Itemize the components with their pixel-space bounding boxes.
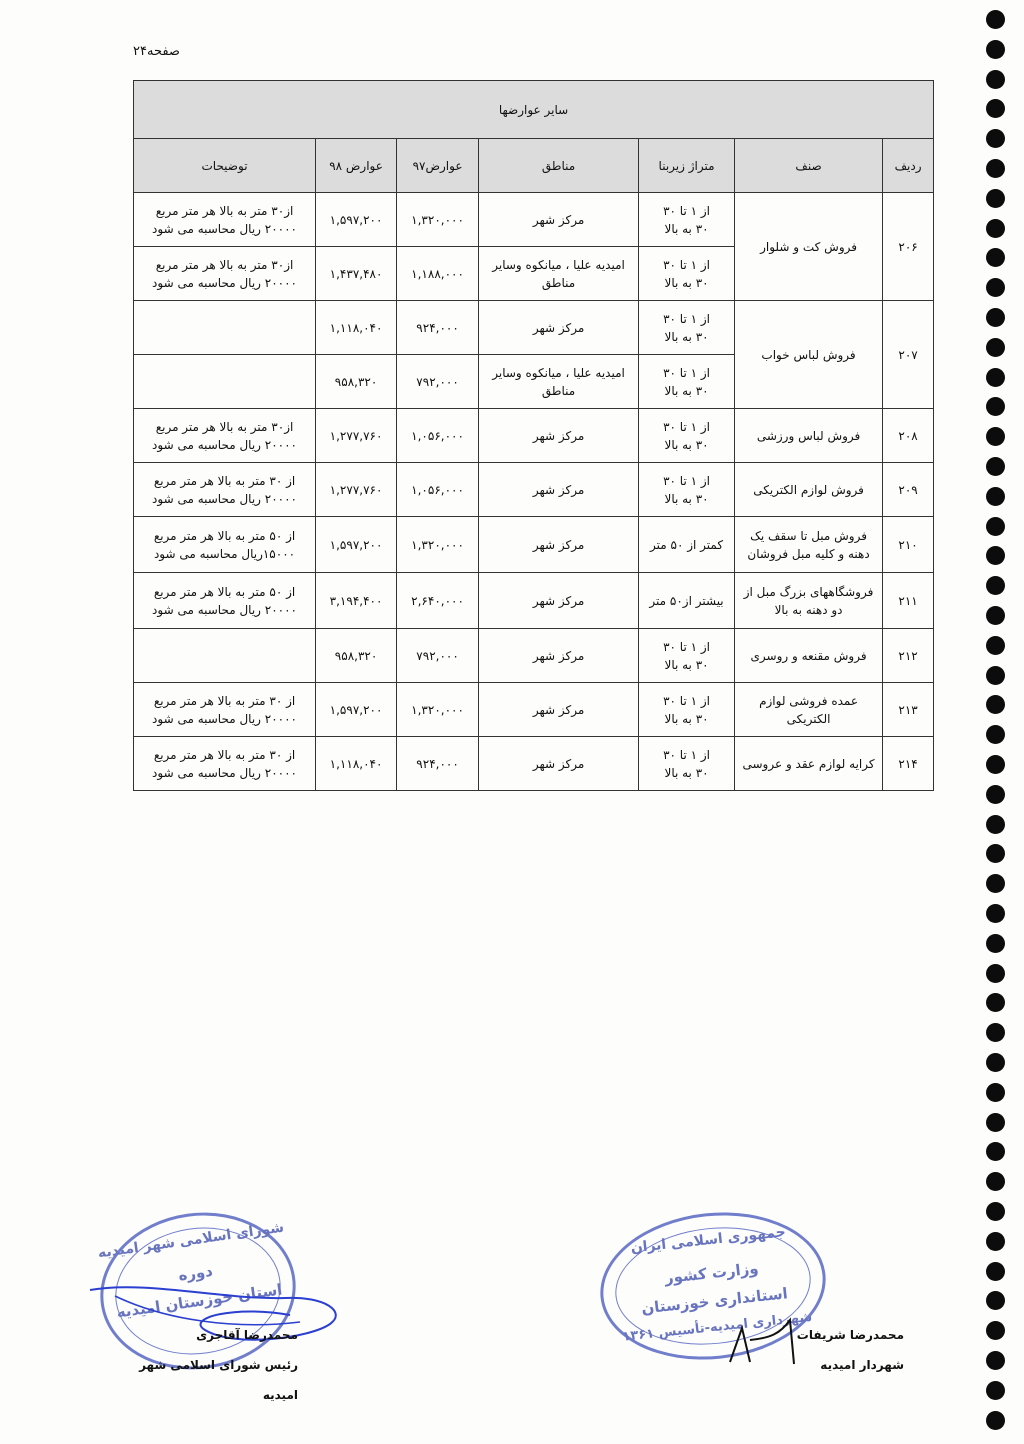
header-area: متراژ زیربنا	[639, 139, 735, 193]
region-cell: مرکز شهر	[479, 193, 639, 247]
area-range: از ۱ تا ۳۰	[663, 257, 710, 272]
area-cell	[639, 193, 735, 247]
binder-hole	[986, 338, 1005, 357]
category-cell: فروش لوازم الکتریکی	[735, 463, 883, 517]
fee97-cell: ۷۹۲,۰۰۰	[397, 355, 479, 409]
notes-cell: از ۳۰ متر به بالا هر متر مربع ۲۰۰۰۰ ریال محاسبه می شود	[134, 737, 316, 791]
council-head-name: محمدرضا آقاجری	[196, 1328, 298, 1342]
area-range: از ۱ تا ۳۰	[663, 311, 710, 326]
fee97-cell: ۱,۱۸۸,۰۰۰	[397, 247, 479, 301]
page-number: صفحه۲۴	[133, 44, 180, 59]
area-range: از ۱ تا ۳۰	[663, 203, 710, 218]
fees-table	[133, 80, 934, 791]
table-row	[134, 517, 934, 573]
region-cell: مرکز شهر	[479, 409, 639, 463]
row-number-cell: ۲۱۰	[883, 517, 934, 573]
fee98-cell: ۱,۲۷۷,۷۶۰	[316, 409, 397, 463]
binder-hole	[986, 844, 1005, 863]
area-range: ۳۰ به بالا	[664, 329, 709, 344]
category-cell: فروش کت و شلوار	[735, 193, 883, 301]
mayor-title: شهردار امیدیه	[820, 1358, 904, 1372]
stamp-text: استانداری خوزستان	[640, 1284, 789, 1318]
fee97-cell: ۱,۰۵۶,۰۰۰	[397, 409, 479, 463]
area-range: از ۱ تا ۳۰	[663, 747, 710, 762]
binder-hole	[986, 517, 1005, 536]
notes-cell: از ۳۰ متر به بالا هر متر مربع ۲۰۰۰۰ ریال محاسبه می شود	[134, 463, 316, 517]
area-range: ۳۰ به بالا	[664, 275, 709, 290]
binder-hole	[986, 1381, 1005, 1400]
binder-hole	[986, 368, 1005, 387]
area-range: از ۱ تا ۳۰	[663, 639, 710, 654]
table-row	[134, 683, 934, 737]
fee97-cell: ۹۲۴,۰۰۰	[397, 737, 479, 791]
category-cell: فروش مقنعه و روسری	[735, 629, 883, 683]
region-cell: مرکز شهر	[479, 737, 639, 791]
fee98-cell: ۱,۵۹۷,۲۰۰	[316, 517, 397, 573]
binder-hole	[986, 815, 1005, 834]
fee98-cell: ۱,۲۷۷,۷۶۰	[316, 463, 397, 517]
binder-hole	[986, 695, 1005, 714]
stamp-text: شورای اسلامی شهر امیدیه	[96, 1219, 285, 1262]
area-cell	[639, 517, 735, 573]
council-head-title: رئیس شورای اسلامی شهر امیدیه	[139, 1358, 298, 1402]
binder-hole	[986, 1291, 1005, 1310]
binder-hole	[986, 40, 1005, 59]
region-cell: مرکز شهر	[479, 573, 639, 629]
row-number-cell: ۲۱۱	[883, 573, 934, 629]
binder-hole	[986, 10, 1005, 29]
fee98-cell: ۹۵۸,۳۲۰	[316, 355, 397, 409]
area-cell	[639, 573, 735, 629]
header-region: مناطق	[479, 139, 639, 193]
area-cell	[639, 629, 735, 683]
binder-hole	[986, 576, 1005, 595]
stamp-text: استان خوزستان امیدیه	[115, 1280, 284, 1322]
fee98-cell: ۱,۱۱۸,۰۴۰	[316, 301, 397, 355]
mayor-name: محمدرضا شریفات	[796, 1328, 904, 1342]
area-cell	[639, 463, 735, 517]
area-cell	[639, 409, 735, 463]
table-row	[134, 737, 934, 791]
region-cell: مرکز شهر	[479, 517, 639, 573]
category-cell: کرایه لوازم عقد و عروسی	[735, 737, 883, 791]
area-cell	[639, 683, 735, 737]
stamp-text: وزارت کشور	[663, 1259, 760, 1287]
notes-cell: از۳۰ متر به بالا هر متر مربع ۲۰۰۰۰ ریال محاسبه می شود	[134, 409, 316, 463]
fee98-cell: ۱,۵۹۷,۲۰۰	[316, 193, 397, 247]
notes-cell	[134, 629, 316, 683]
area-range: از ۱ تا ۳۰	[663, 473, 710, 488]
category-cell: فروشگاههای بزرگ مبل از دو دهنه به بالا	[735, 573, 883, 629]
fee98-cell: ۱,۴۳۷,۴۸۰	[316, 247, 397, 301]
fee98-cell: ۱,۱۱۸,۰۴۰	[316, 737, 397, 791]
fee98-cell: ۱,۵۹۷,۲۰۰	[316, 683, 397, 737]
row-number-cell: ۲۰۷	[883, 301, 934, 409]
binder-hole	[986, 1142, 1005, 1161]
binder-hole	[986, 1411, 1005, 1430]
notes-cell: از۳۰ متر به بالا هر متر مربع ۲۰۰۰۰ ریال محاسبه می شود	[134, 247, 316, 301]
area-cell	[639, 355, 735, 409]
table-title: سایر عوارضها	[134, 81, 934, 139]
area-range: ۳۰ به بالا	[664, 437, 709, 452]
table-row	[134, 301, 934, 355]
area-range: کمتر از ۵۰ متر	[650, 537, 724, 552]
row-number-cell: ۲۰۹	[883, 463, 934, 517]
binder-hole	[986, 874, 1005, 893]
table-header-row	[134, 139, 934, 193]
category-cell: عمده فروشی لوازم الکتریکی	[735, 683, 883, 737]
area-range: ۳۰ به بالا	[664, 491, 709, 506]
binder-hole	[986, 1023, 1005, 1042]
mayor-signature-block	[790, 1320, 904, 1380]
binder-hole	[986, 1202, 1005, 1221]
binder-hole	[986, 785, 1005, 804]
council-signature-block	[118, 1320, 298, 1410]
area-range: ۳۰ به بالا	[664, 657, 709, 672]
notes-cell: از ۵۰ متر به بالا هر متر مربع ۱۵۰۰۰ریال محاسبه می شود	[134, 517, 316, 573]
header-notes: توضیحات	[134, 139, 316, 193]
notes-cell: از۳۰ متر به بالا هر متر مربع ۲۰۰۰۰ ریال محاسبه می شود	[134, 193, 316, 247]
fee97-cell: ۷۹۲,۰۰۰	[397, 629, 479, 683]
area-cell	[639, 301, 735, 355]
binder-hole	[986, 1053, 1005, 1072]
fee97-cell: ۱,۰۵۶,۰۰۰	[397, 463, 479, 517]
table-row	[134, 573, 934, 629]
binder-hole	[986, 755, 1005, 774]
fee97-cell: ۱,۳۲۰,۰۰۰	[397, 517, 479, 573]
binder-hole	[986, 1351, 1005, 1370]
header-category: صنف	[735, 139, 883, 193]
binder-hole	[986, 606, 1005, 625]
binder-hole	[986, 666, 1005, 685]
area-range: ۳۰ به بالا	[664, 383, 709, 398]
binder-hole	[986, 934, 1005, 953]
area-range: از ۱ تا ۳۰	[663, 419, 710, 434]
area-range: بیشتر از۵۰ متر	[649, 593, 724, 608]
binder-hole	[986, 1113, 1005, 1132]
binder-hole	[986, 1172, 1005, 1191]
region-cell: مرکز شهر	[479, 683, 639, 737]
stamp-text: شهرداری امیدیه-تأسیس ۱۳۶۱	[621, 1309, 813, 1345]
binder-hole	[986, 308, 1005, 327]
binder-hole	[986, 1262, 1005, 1281]
notes-cell	[134, 301, 316, 355]
category-cell: فروش لباس ورزشی	[735, 409, 883, 463]
stamp-text: جمهوری اسلامی ایران	[629, 1224, 787, 1257]
binder-hole	[986, 189, 1005, 208]
binder-hole	[986, 129, 1005, 148]
table-row	[134, 629, 934, 683]
binder-hole	[986, 159, 1005, 178]
binder-hole	[986, 427, 1005, 446]
fee98-cell: ۹۵۸,۳۲۰	[316, 629, 397, 683]
binder-hole	[986, 1083, 1005, 1102]
area-cell	[639, 737, 735, 791]
region-cell: امیدیه علیا ، میانکوه وسایر مناطق	[479, 247, 639, 301]
row-number-cell: ۲۱۳	[883, 683, 934, 737]
row-number-cell: ۲۰۸	[883, 409, 934, 463]
fee98-cell: ۳,۱۹۴,۴۰۰	[316, 573, 397, 629]
category-cell: فروش مبل تا سقف یک دهنه و کلیه مبل فروشان	[735, 517, 883, 573]
binder-hole	[986, 70, 1005, 89]
binder-hole	[986, 964, 1005, 983]
binder-hole	[986, 904, 1005, 923]
header-fee98: عوارض ۹۸	[316, 139, 397, 193]
fee97-cell: ۹۲۴,۰۰۰	[397, 301, 479, 355]
binder-hole	[986, 457, 1005, 476]
area-range: ۳۰ به بالا	[664, 711, 709, 726]
region-cell: مرکز شهر	[479, 301, 639, 355]
row-number-cell: ۲۰۶	[883, 193, 934, 301]
binder-hole	[986, 546, 1005, 565]
area-range: ۳۰ به بالا	[664, 221, 709, 236]
row-number-cell: ۲۱۲	[883, 629, 934, 683]
binder-hole	[986, 1232, 1005, 1251]
binder-hole	[986, 397, 1005, 416]
region-cell: مرکز شهر	[479, 629, 639, 683]
stamp-text: دوره	[177, 1261, 214, 1285]
binder-hole	[986, 219, 1005, 238]
binder-hole	[986, 248, 1005, 267]
table-row	[134, 409, 934, 463]
fee97-cell: ۱,۳۲۰,۰۰۰	[397, 683, 479, 737]
region-cell: مرکز شهر	[479, 463, 639, 517]
header-row-number: ردیف	[883, 139, 934, 193]
binder-hole	[986, 636, 1005, 655]
binder-hole	[986, 725, 1005, 744]
header-fee97: عوارض۹۷	[397, 139, 479, 193]
area-range: از ۱ تا ۳۰	[663, 693, 710, 708]
area-range: از ۱ تا ۳۰	[663, 365, 710, 380]
notes-cell: از ۵۰ متر به بالا هر متر مربع ۲۰۰۰۰ ریال محاسبه می شود	[134, 573, 316, 629]
fee97-cell: ۱,۳۲۰,۰۰۰	[397, 193, 479, 247]
binder-hole	[986, 487, 1005, 506]
region-cell: امیدیه علیا ، میانکوه وسایر مناطق	[479, 355, 639, 409]
binder-holes	[972, 0, 1012, 1444]
area-cell	[639, 247, 735, 301]
notes-cell: از ۳۰ متر به بالا هر متر مربع ۲۰۰۰۰ ریال محاسبه می شود	[134, 683, 316, 737]
row-number-cell: ۲۱۴	[883, 737, 934, 791]
binder-hole	[986, 1321, 1005, 1340]
fee97-cell: ۲,۶۴۰,۰۰۰	[397, 573, 479, 629]
notes-cell	[134, 355, 316, 409]
table-row	[134, 463, 934, 517]
binder-hole	[986, 99, 1005, 118]
binder-hole	[986, 278, 1005, 297]
binder-hole	[986, 993, 1005, 1012]
category-cell: فروش لباس خواب	[735, 301, 883, 409]
table-row	[134, 193, 934, 247]
area-range: ۳۰ به بالا	[664, 765, 709, 780]
